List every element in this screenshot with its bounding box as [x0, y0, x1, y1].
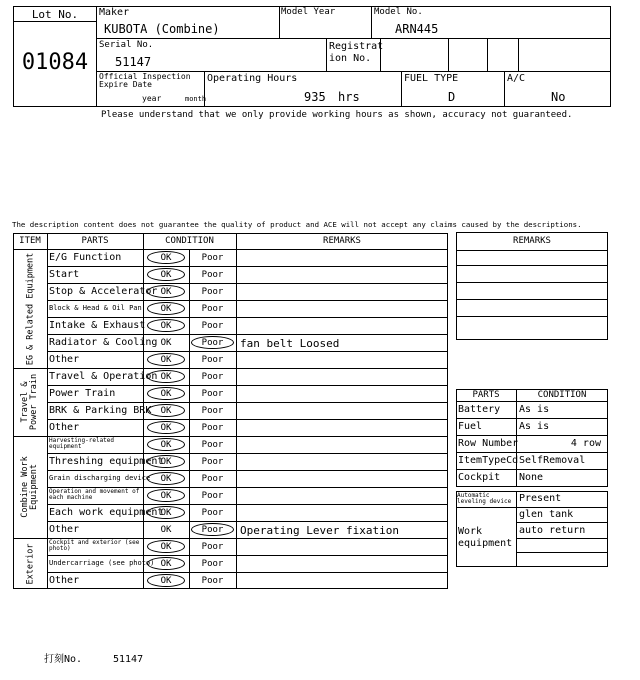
lot-no-value: 01084 [21, 50, 89, 75]
ok-option: OK [160, 338, 172, 348]
poor-option: Poor [201, 287, 224, 297]
registration-label: Registrat ion No. [329, 41, 384, 64]
disclaimer: The description content does not guarantee the quality of product and ACE will not accept any claims caused by the descriptions. [12, 220, 582, 229]
poor-option: Poor [201, 270, 224, 280]
right-remarks-title: REMARKS [513, 236, 551, 246]
poor-option: Poor [201, 525, 224, 535]
model-no-label: Model No. [374, 7, 423, 17]
ok-option: OK [160, 253, 172, 263]
part-label: Other [49, 353, 80, 365]
remarks-header: REMARKS [323, 236, 361, 246]
part-label: Harvesting-related equipment [49, 437, 115, 451]
part-label: Grain discharging device [49, 474, 151, 482]
group-label: Combine Work Equipment [20, 456, 39, 518]
ok-circle-mark [147, 421, 185, 434]
ok-option: OK [160, 321, 172, 331]
part-label: Stop & Accelerator [49, 285, 158, 297]
rp-parts-header: PARTS [472, 390, 500, 400]
row-number-label: Row Number [458, 438, 519, 449]
poor-option: Poor [201, 440, 224, 450]
ok-circle-mark [147, 489, 185, 502]
month-label: month [185, 95, 207, 103]
fuel-type-label: FUEL TYPE [404, 73, 459, 84]
ok-option: OK [160, 525, 172, 535]
ok-circle-mark [147, 574, 185, 587]
ok-circle-mark [147, 438, 185, 451]
ok-option: OK [160, 304, 172, 314]
poor-option: Poor [201, 321, 224, 331]
remark-text: Operating Lever fixation [240, 524, 399, 537]
part-label: Other [49, 574, 80, 586]
itemtype-label: ItemTypeCd [458, 455, 519, 466]
cockpit-label: Cockpit [458, 472, 501, 483]
row-number-value: 4 row [570, 438, 601, 449]
ok-circle-mark [147, 404, 185, 417]
ok-option: OK [160, 355, 172, 365]
ok-option: OK [160, 457, 172, 467]
poor-option: Poor [201, 559, 224, 569]
poor-option: Poor [201, 406, 224, 416]
auto-leveling-value: Present [519, 493, 562, 504]
item-header: ITEM [19, 236, 41, 246]
part-label: E/G Function [49, 251, 122, 263]
ok-option: OK [160, 576, 172, 586]
hours-unit: hrs [338, 90, 360, 104]
ok-option: OK [160, 423, 172, 433]
cockpit-value: None [519, 472, 544, 483]
ok-circle-mark [147, 319, 185, 332]
hours-value: 935 [304, 90, 326, 104]
auto-leveling-label: Automatic leveling device [457, 492, 512, 506]
maker-label: Maker [99, 7, 130, 18]
ok-option: OK [160, 474, 172, 484]
fuel-type-value: D [448, 90, 456, 104]
inspection-label: Official Inspection Expire Date [99, 72, 191, 90]
model-year-label: Model Year [281, 7, 336, 17]
ok-option: OK [160, 491, 172, 501]
group-label: Exterior [24, 543, 35, 584]
ok-circle-mark [147, 370, 185, 383]
ok-option: OK [160, 372, 172, 382]
stamp-label: 打刻No. [44, 654, 83, 665]
poor-option: Poor [201, 491, 224, 501]
remark-text: fan belt Loosed [240, 337, 340, 350]
ok-option: OK [160, 559, 172, 569]
part-label: Radiator & Cooling [49, 336, 158, 348]
part-label: Other [49, 523, 80, 535]
rp-condition-header: CONDITION [537, 390, 587, 400]
ok-circle-mark [147, 557, 185, 570]
ok-option: OK [160, 508, 172, 518]
part-label: Threshing equipment [49, 455, 164, 467]
year-label: year [142, 94, 162, 103]
ok-circle-mark [147, 472, 185, 485]
fuel-value: As is [519, 421, 550, 432]
parts-header: PARTS [81, 236, 109, 246]
poor-option: Poor [201, 542, 224, 552]
ok-circle-mark [147, 353, 185, 366]
poor-circle-mark [191, 336, 234, 349]
poor-option: Poor [201, 423, 224, 433]
part-label: Undercarriage (see photo) [49, 559, 155, 567]
ok-option: OK [160, 406, 172, 416]
right-remarks-box [456, 232, 608, 340]
part-label: Start [49, 268, 80, 280]
ok-circle-mark [147, 302, 185, 315]
poor-option: Poor [201, 253, 224, 263]
ok-circle-mark [147, 455, 185, 468]
poor-option: Poor [201, 389, 224, 399]
battery-label: Battery [458, 404, 501, 415]
part-label: Block & Head & Oil Pan [49, 304, 142, 312]
poor-option: Poor [201, 304, 224, 314]
part-label: Operation and movement of each machine [49, 488, 140, 502]
ok-circle-mark [147, 387, 185, 400]
battery-value: As is [519, 404, 550, 415]
hours-note: Please understand that we only provide working hours as shown, accuracy not guaranteed. [101, 110, 573, 120]
ac-label: A/C [507, 73, 526, 84]
ok-option: OK [160, 542, 172, 552]
hours-label: Operating Hours [207, 73, 298, 84]
fuel-label: Fuel [458, 421, 483, 432]
part-label: Each work equipment [49, 506, 164, 518]
ok-option: OK [160, 389, 172, 399]
poor-circle-mark [191, 523, 234, 536]
poor-option: Poor [201, 338, 224, 348]
ok-circle-mark [147, 506, 185, 519]
part-label: Intake & Exhaust [49, 319, 146, 331]
group-label: Travel & Power Train [20, 373, 39, 431]
work-equipment-label: Work equipment [458, 526, 513, 549]
ok-option: OK [160, 270, 172, 280]
glen-tank: glen tank [519, 509, 574, 520]
ac-value: No [551, 90, 566, 104]
auto-return: auto return [519, 525, 586, 536]
ok-circle-mark [147, 251, 185, 264]
lot-no-label: Lot No. [31, 8, 79, 21]
poor-option: Poor [201, 457, 224, 467]
poor-option: Poor [201, 576, 224, 586]
part-label: Power Train [49, 387, 116, 399]
ok-circle-mark [147, 268, 185, 281]
group-label: EG & Related Equipment [24, 252, 35, 365]
itemtype-value: SelfRemoval [519, 455, 586, 466]
model-no-value: ARN445 [395, 22, 439, 36]
condition-header: CONDITION [165, 236, 214, 246]
part-label: BRK & Parking BRK [49, 404, 152, 416]
stamp-value: 51147 [113, 654, 144, 665]
ok-circle-mark [147, 540, 185, 553]
poor-option: Poor [201, 355, 224, 365]
ok-option: OK [160, 287, 172, 297]
part-label: Cockpit and exterior (see photo) [49, 539, 140, 553]
part-label: Travel & Operation [49, 370, 158, 382]
serial-value: 51147 [115, 55, 152, 69]
ok-circle-mark [147, 285, 185, 298]
poor-option: Poor [201, 474, 224, 484]
serial-label: Serial No. [99, 40, 154, 50]
maker-value: KUBOTA (Combine) [104, 22, 220, 36]
ok-option: OK [160, 440, 172, 450]
part-label: Other [49, 421, 80, 433]
poor-option: Poor [201, 508, 224, 518]
poor-option: Poor [201, 372, 224, 382]
